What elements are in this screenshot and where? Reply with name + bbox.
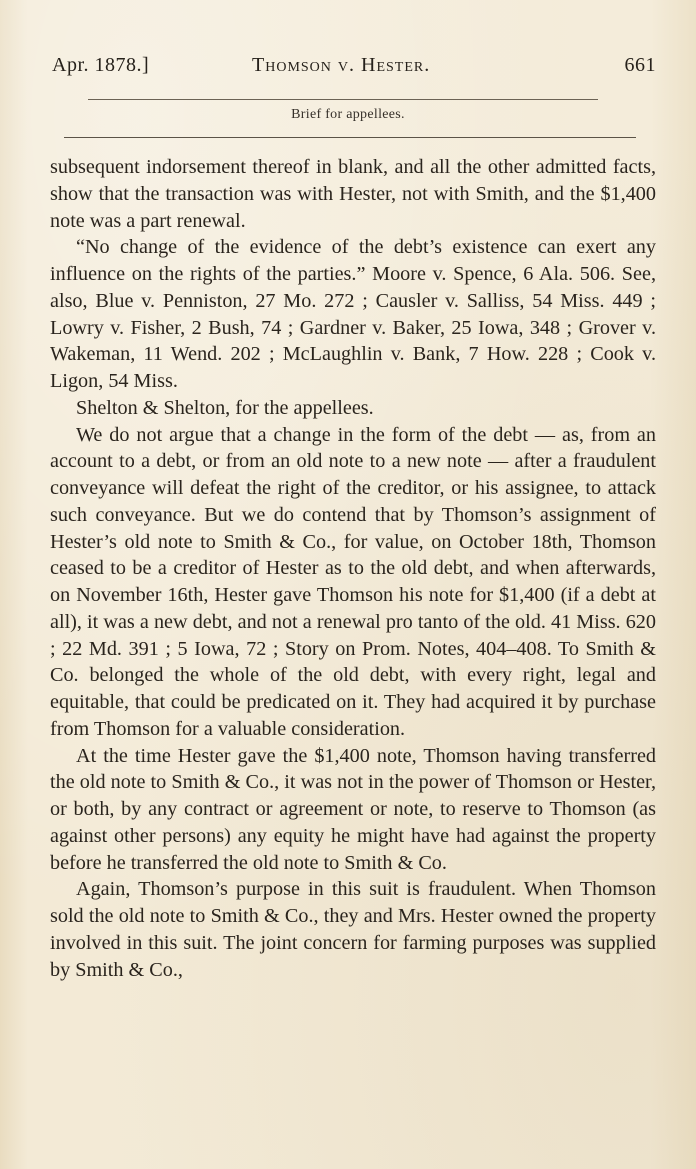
header-case-title: Thomson v. Hester. bbox=[252, 54, 431, 76]
paragraph: We do not argue that a change in the form of the debt — as, from an account to a debt, or from an old note to a new note — after a fraudulent conveyance will defeat the right of the creditor, or his assignee, to attack such conveyance. But we do contend that by Thomson’s assignment of Hester’s old note to Smith & Co., for value, on October 18th, Thomson ceased to be a creditor of Hester as to the old debt, and when afterwards, on November 16th, Hester gave Thomson his note for $1,400 (if a debt at all), it was a new debt, and not a renewal pro tanto of the old. 41 Miss. 620 ; 22 Md. 391 ; 5 Iowa, 72 ; Story on Prom. Notes, 404–408. To Smith & Co. belonged the whole of the old debt, with every right, legal and equitable, that could be predicated on it. They had acquired it by purchase from Thomson for a valuable consideration. bbox=[50, 423, 656, 740]
paragraph: Again, Thomson’s purpose in this suit is fraudulent. When Thomson sold the old note to Smith & Co., they and Mrs. Hester owned the property involved in this suit. The joint concern for farming purposes was supplied by Smith & Co., bbox=[50, 878, 656, 981]
header-rule-bottom bbox=[64, 137, 636, 138]
header-rule-top bbox=[88, 99, 598, 100]
paragraph: subsequent indorsement thereof in blank, and all the other admitted facts, show that the transaction was with Hester, not with Smith, and the $1,400 note was a part renewal. bbox=[50, 156, 656, 232]
section-subheading: Brief for appellees. bbox=[291, 107, 405, 122]
body-text bbox=[50, 154, 656, 983]
page-number: 661 bbox=[624, 54, 656, 76]
paragraph: At the time Hester gave the $1,400 note, Thomson having transferred the old note to Smith & Co., it was not in the power of Thomson or Hester, or both, by any contract or agreement or note, to reserve to Thomson (as against other persons) any equity he might have had against the property before he transferred the old note to Smith & Co. bbox=[50, 744, 656, 874]
paragraph: “No change of the evidence of the debt’s existence can exert any influence on the rights of the parties.” Moore v. Spence, 6 Ala. 506. See, also, Blue v. Penniston, 27 Mo. 272 ; Causler v. Salliss, 54 Miss. 449 ; Lowry v. Fisher, 2 Bush, 74 ; Gardner v. Baker, 25 Iowa, 348 ; Grover v. Wakeman, 11 Wend. 202 ; McLaughlin v. Bank, 7 How. 228 ; Cook v. Ligon, 54 Miss. bbox=[50, 236, 656, 392]
running-header bbox=[52, 52, 656, 88]
header-date: Apr. 1878.] bbox=[52, 54, 150, 76]
paragraph: Shelton & Shelton, for the appellees. bbox=[76, 396, 374, 419]
